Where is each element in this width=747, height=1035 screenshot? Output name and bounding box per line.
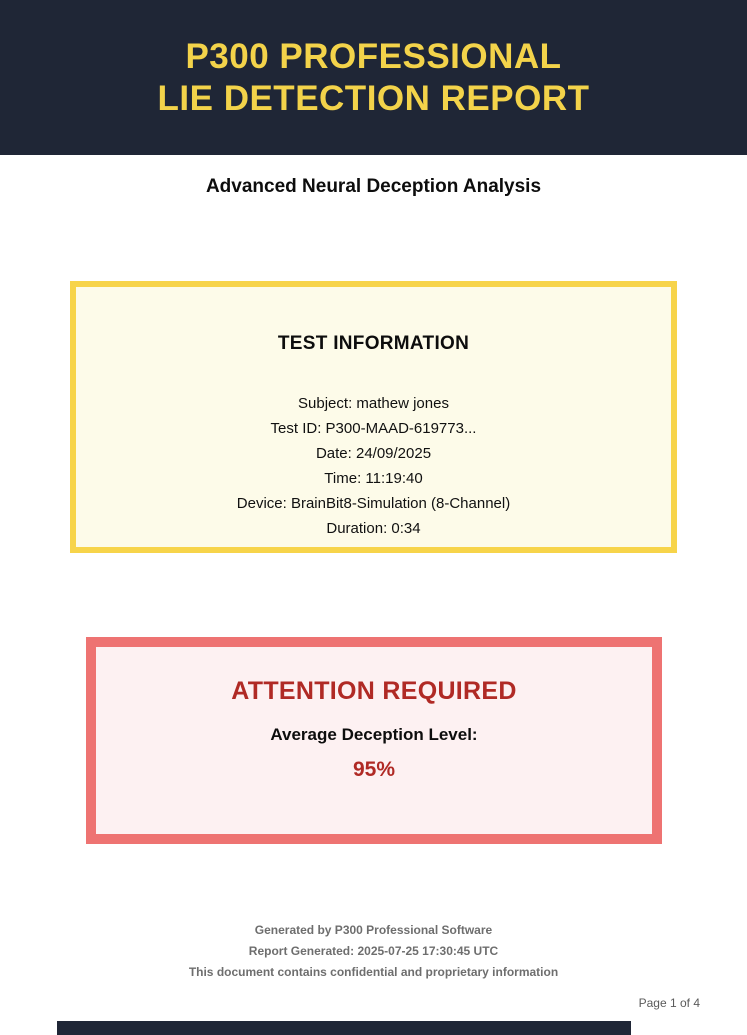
field-date: Date: 24/09/2025 xyxy=(315,445,432,462)
attention-required-title: ATTENTION REQUIRED xyxy=(231,677,517,705)
deception-level-label: Average Deception Level: xyxy=(270,725,478,744)
report-title-line1: P300 PROFESSIONAL xyxy=(185,37,562,77)
report-header xyxy=(0,0,747,155)
test-information-box xyxy=(70,281,677,553)
test-information-fields xyxy=(76,391,671,541)
report-footer xyxy=(0,920,747,983)
test-information-title: TEST INFORMATION xyxy=(277,333,470,354)
footer-confidentiality-notice: This document contains confidential and proprietary information xyxy=(188,965,559,979)
report-title xyxy=(158,36,590,119)
attention-required-box xyxy=(86,637,662,844)
footer-report-generated: Report Generated: 2025-07-25 17:30:45 UTC xyxy=(248,944,499,958)
report-subtitle: Advanced Neural Deception Analysis xyxy=(205,176,542,197)
report-title-line2: LIE DETECTION REPORT xyxy=(157,78,590,118)
deception-level-value: 95% xyxy=(352,758,396,781)
next-page-header-partial xyxy=(57,1021,631,1035)
field-duration: Duration: 0:34 xyxy=(326,520,421,537)
footer-generated-by: Generated by P300 Professional Software xyxy=(254,923,493,937)
page-indicator: Page 1 of 4 xyxy=(638,996,700,1010)
field-device: Device: BrainBit8-Simulation (8-Channel) xyxy=(236,495,511,512)
field-time: Time: 11:19:40 xyxy=(324,470,423,487)
field-test-id: Test ID: P300-MAAD-619773... xyxy=(270,420,477,437)
field-subject: Subject: mathew jones xyxy=(298,395,449,412)
